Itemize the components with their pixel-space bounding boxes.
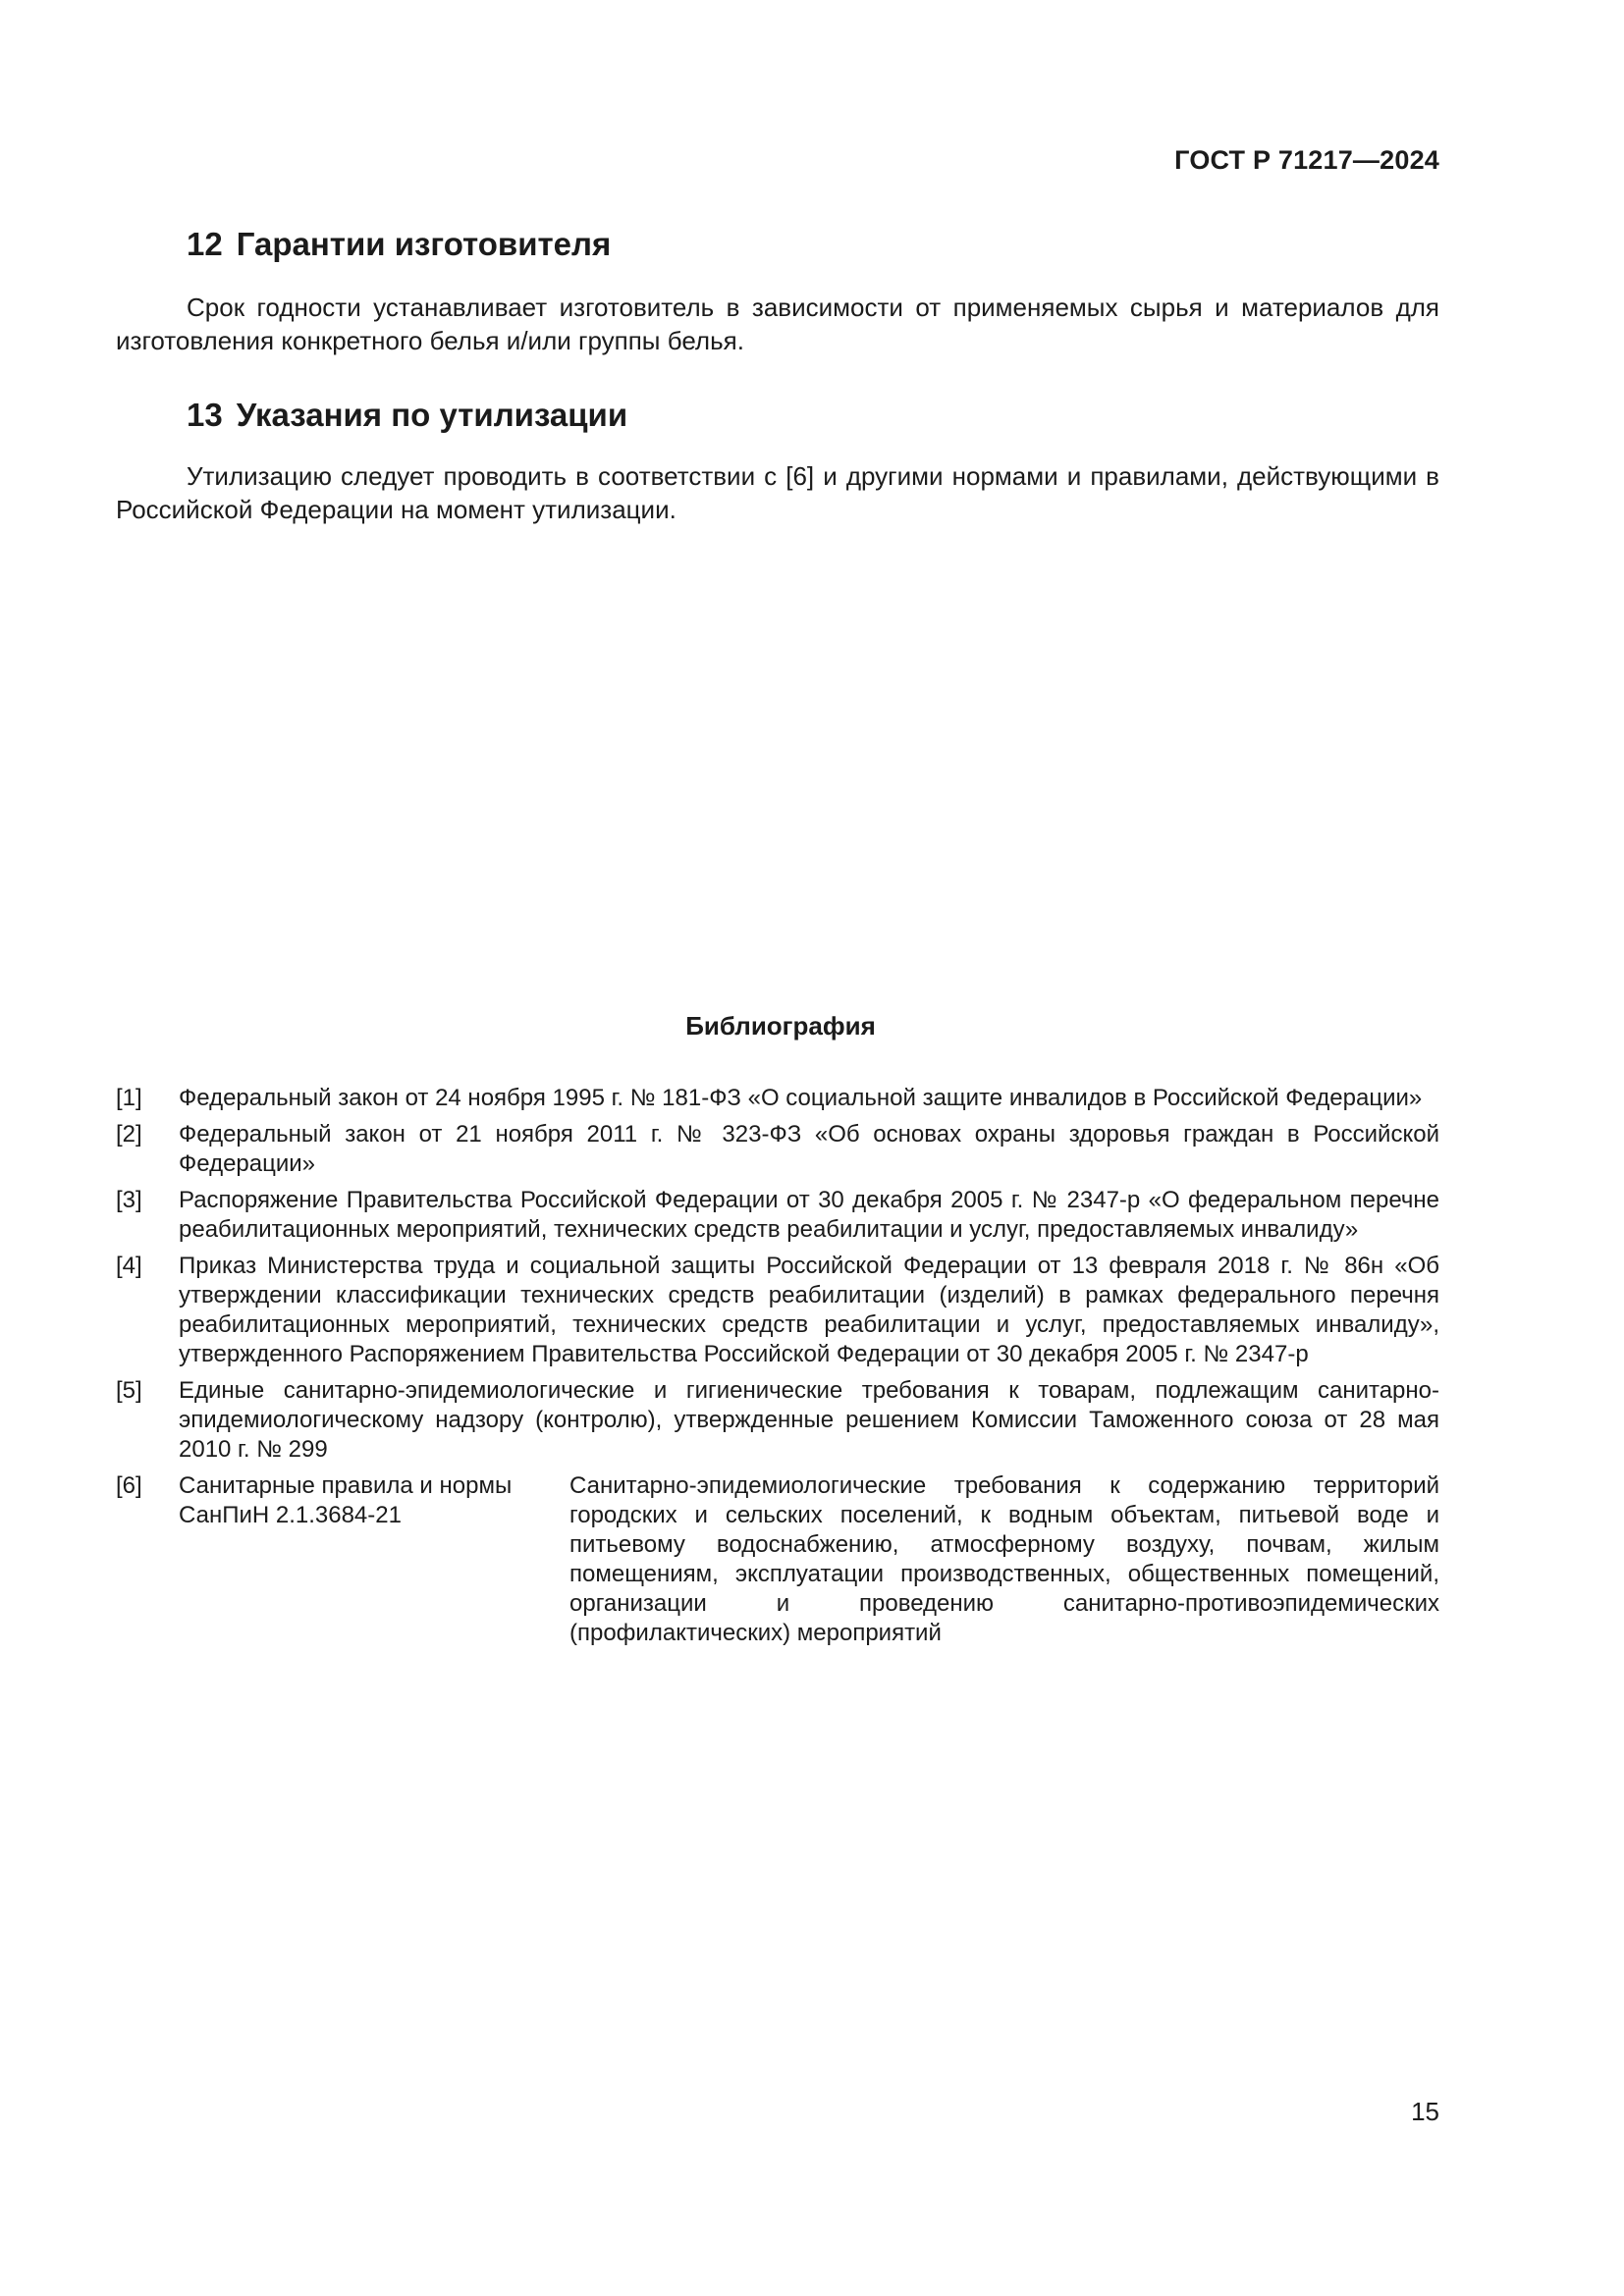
entry-number: [4] bbox=[116, 1253, 142, 1279]
entry-text: Федеральный закон от 21 ноября 2011 г. № 323-ФЗ «Об основах охраны здоровья граждан в Российской Федерации» bbox=[179, 1121, 1439, 1177]
entry-text: Федеральный закон от 24 ноября 1995 г. № 181-ФЗ «О социальной защите инвалидов в Российской Федерации» bbox=[179, 1085, 1423, 1111]
bibliography-entry bbox=[116, 1471, 1439, 1648]
entry-number: [1] bbox=[116, 1085, 142, 1111]
section-paragraph-13 bbox=[116, 459, 1439, 526]
bibliography-entry bbox=[116, 1376, 1439, 1465]
section-paragraph-12 bbox=[116, 291, 1439, 357]
entry-document-type: Санитарные правила и нормы bbox=[179, 1472, 513, 1499]
entry-text: Приказ Министерства труда и социальной защиты Российской Федерации от 13 февраля 2018 г. № 86н «Об утверждении классификации технических средств реабилитации (изделий) в рамках федерального перечня реабилитационных мероприятий, технических средств реабилитации и услуг, предоставляемых инвалиду», утвержденного Распоряжением Правительства Российской Федерации от 30 декабря 2005 г. № 2347-р bbox=[179, 1253, 1439, 1367]
entry-number: [6] bbox=[116, 1472, 142, 1499]
entry-document-code: СанПиН 2.1.3684-21 bbox=[179, 1502, 402, 1528]
section-heading-12 bbox=[187, 226, 611, 263]
bibliography-entry bbox=[116, 1120, 1439, 1179]
section-number: 13 bbox=[187, 397, 223, 433]
bibliography-entry bbox=[116, 1084, 1439, 1113]
entry-document-name bbox=[179, 1471, 569, 1648]
entry-number: [3] bbox=[116, 1187, 142, 1213]
section-title: Гарантии изготовителя bbox=[236, 226, 612, 262]
page-number: 15 bbox=[1411, 2097, 1439, 2126]
entry-text: Единые санитарно-эпидемиологические и гигиенические требования к товарам, подлежащим санитарно-эпидемиологическому надзору (контролю), утвержденные решением Комиссии Таможенного союза от 28 мая 2010 г. № 299 bbox=[179, 1377, 1439, 1463]
entry-document-title: Санитарно-эпидемиологические требования к содержанию территорий городских и сельских поселений, к водным объектам, питьевой воде и питьевому водоснабжению, атмосферному воздуху, почвам, жилым помещениям, эксплуатации производственных, общественных помещений, организации и проведению санитарно-противоэпидемических (профилактических) мероприятий bbox=[569, 1472, 1439, 1646]
bibliography-entry bbox=[116, 1252, 1439, 1369]
paragraph-text: Срок годности устанавливает изготовитель в зависимости от применяемых сырья и материалов для изготовления конкретного белья и/или группы белья. bbox=[116, 293, 1439, 355]
entry-number: [2] bbox=[116, 1121, 142, 1148]
entry-number: [5] bbox=[116, 1377, 142, 1404]
section-number: 12 bbox=[187, 226, 223, 262]
section-heading-13 bbox=[187, 397, 627, 434]
paragraph-text: Утилизацию следует проводить в соответствии с [6] и другими нормами и правилами, действующими в Российской Федерации на момент утилизации. bbox=[116, 461, 1439, 524]
bibliography-entry bbox=[116, 1186, 1439, 1245]
bibliography-list bbox=[116, 1084, 1439, 1655]
entry-text: Распоряжение Правительства Российской Федерации от 30 декабря 2005 г. № 2347-р «О федеральном перечне реабилитационных мероприятий, технических средств реабилитации и услуг, предоставляемых инвалиду» bbox=[179, 1187, 1439, 1243]
document-code: ГОСТ Р 71217—2024 bbox=[1174, 145, 1439, 175]
section-title: Указания по утилизации bbox=[236, 397, 628, 433]
bibliography-title: Библиография bbox=[685, 1011, 876, 1041]
